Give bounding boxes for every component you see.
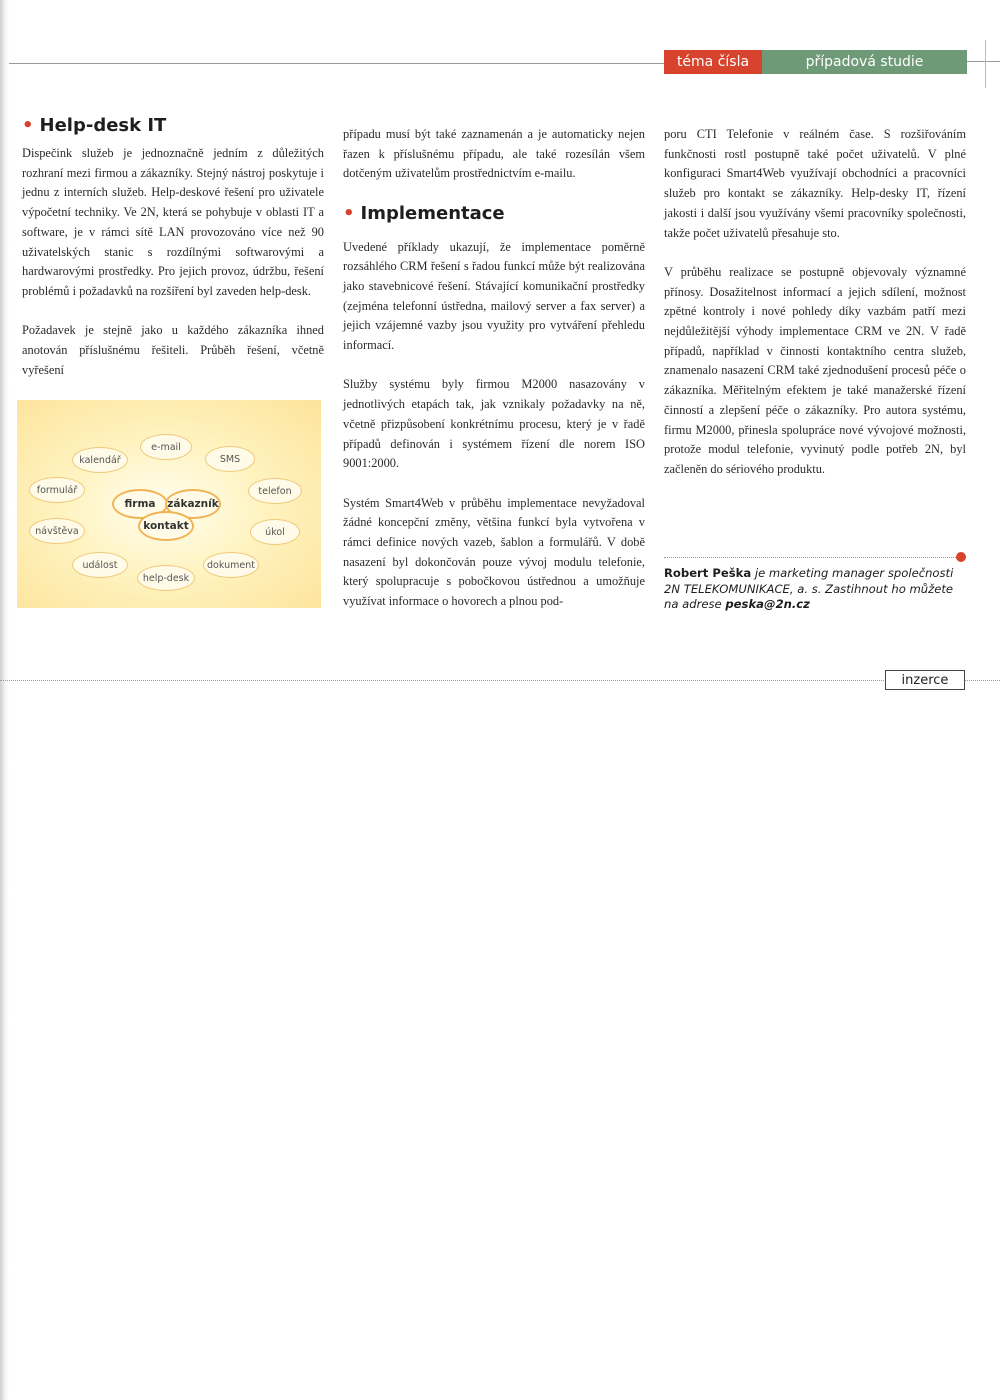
paragraph: Systém Smart4Web v průběhu implementace nevyžadoval žádné koncepční změny, většina funkcí byla vytvořena v rámci definice nových vazeb, šablon a formulářů. V době nasazení byl dokončován pouze vývoj modulu telefonie, který spolupracuje s pobočkovou ústřednou a umožňuje využívat informace o hovorech a plnou pod-: [343, 495, 645, 609]
paragraph: V průběhu realizace se postupně objevovaly významné přínosy. Dosažitelnost informací a jejich sdílení, možnost zpětné kontroly i nové pohledy díky vazbám patří mezi nejdůležitější výhody implementace CRM ve 2N. V řadě případů, například v činnosti kontaktního centra služeb, znamenalo nasazení CRM také zjednodušení procesů péče o zákazníka. Měřitelným efektem je také manažerské řízení činností a zlepšení péče o zákazníky. Pro autora systému, firmu M2000, přinesla spolupráce nové vývojové možnosti, protože modul telefonie, vyvinutý podle potřeb 2N, byl začleněn do sériového produktu.: [664, 264, 966, 476]
node-visit: návštěva: [29, 518, 85, 544]
heading-helpdesk: [22, 115, 166, 136]
page-binding-edge: [0, 0, 9, 1400]
node-sms: SMS: [205, 446, 255, 472]
paragraph: Dispečink služeb je jednoznačně jedním z důležitých rozhraní mezi firmou a zákazníky. Stejný nástroj poskytuje i jednu z interních služeb. Help-deskové řešení pro uživatele výpočetní techniky. Ve 2N, která se pohybuje v oblasti IT a software, je v rámci sítě LAN provozováno více než 90 uživatelských stanic s rozdílnými softwarovými a hardwarovými prostředky. Pro jejich provoz, údržbu, řešení problémů i požadavků na rozšíření byl zaveden help-desk.: [22, 146, 324, 298]
heading-implementation-text: Implementace: [360, 202, 505, 224]
section-tag-case-study: případová studie: [762, 50, 967, 74]
author-name: Robert Peška: [664, 566, 752, 580]
paragraph: poru CTI Telefonie v reálném čase. S rozšiřováním funkčnosti rostl postupně také počet uživatelů. V plné konfiguraci Smart4Web využívají obchodníci a pracovníci služeb pro kontakt se zákazníky. Help-desky IT, řízení jakosti i další jsou využívány všemi pracovníky společnosti, takže počet uživatelů přesahuje sto.: [664, 127, 966, 240]
column-right: [664, 125, 966, 499]
node-calendar: kalendář: [72, 447, 128, 473]
paragraph: Požadavek je stejně jako u každého zákazníka ihned anotován příslušnému řešiteli. Průběh řešení, včetně vyřešení: [22, 323, 324, 377]
core-contact: kontakt: [138, 511, 194, 541]
paragraph: případu musí být také zaznamenán a je automaticky nejen řazen k příslušnému případu, ale také rozesílán všem dotčeným uživatelům prostřednictvím e-mailu.: [343, 127, 645, 181]
node-task: úkol: [250, 519, 300, 545]
footer-rule: [0, 680, 1000, 681]
author-email: peska@2n.cz: [725, 597, 810, 611]
author-bio: je marketing manager společnosti 2N TELEKOMUNIKACE, a. s. Zastihnout ho můžete na adrese: [664, 566, 954, 611]
node-form: formulář: [29, 477, 85, 503]
section-tag-topic: téma čísla: [664, 50, 762, 74]
node-phone: telefon: [248, 478, 302, 504]
header-rule: [9, 63, 664, 64]
node-email: e-mail: [140, 434, 192, 460]
page-corner-mark: [985, 40, 986, 88]
author-note: [664, 566, 970, 613]
column-middle: [343, 125, 645, 632]
paragraph: Služby systému byly firmou M2000 nasazovány v jednotlivých etapách tak, jak vznikaly požadavky na ně, včetně přizpůsobení konkrétnímu procesu, který je v řadě případů definován i systémem řízení dle norem ISO 9001:2000.: [343, 377, 645, 471]
bullet-icon: •: [343, 202, 355, 224]
signature-dot-icon: [956, 552, 966, 562]
heading-helpdesk-text: Help-desk IT: [39, 115, 167, 136]
node-event: událost: [72, 552, 128, 578]
signature-rule: [664, 557, 958, 558]
node-helpdesk: help-desk: [137, 565, 195, 591]
node-document: dokument: [203, 552, 259, 578]
crm-diagram: [17, 400, 321, 608]
header-rule-right: [967, 61, 1000, 62]
bullet-icon: •: [22, 115, 34, 136]
advertisement-label: inzerce: [885, 670, 965, 690]
column-left: [22, 144, 324, 400]
paragraph: Uvedené příklady ukazují, že implementace poměrně rozsáhlého CRM řešení s řadou funkcí může být realizována jako stavebnicové řešení. Stávající komunikační prostředky (zejména telefonní ústředna, mailový server a fax server) a jejich vzájemné vazby jsou využity pro vytváření přehledu informací.: [343, 239, 645, 353]
heading-implementation: [343, 204, 645, 224]
core-customer: zákazník: [165, 489, 221, 519]
core-company: firma: [112, 489, 168, 519]
